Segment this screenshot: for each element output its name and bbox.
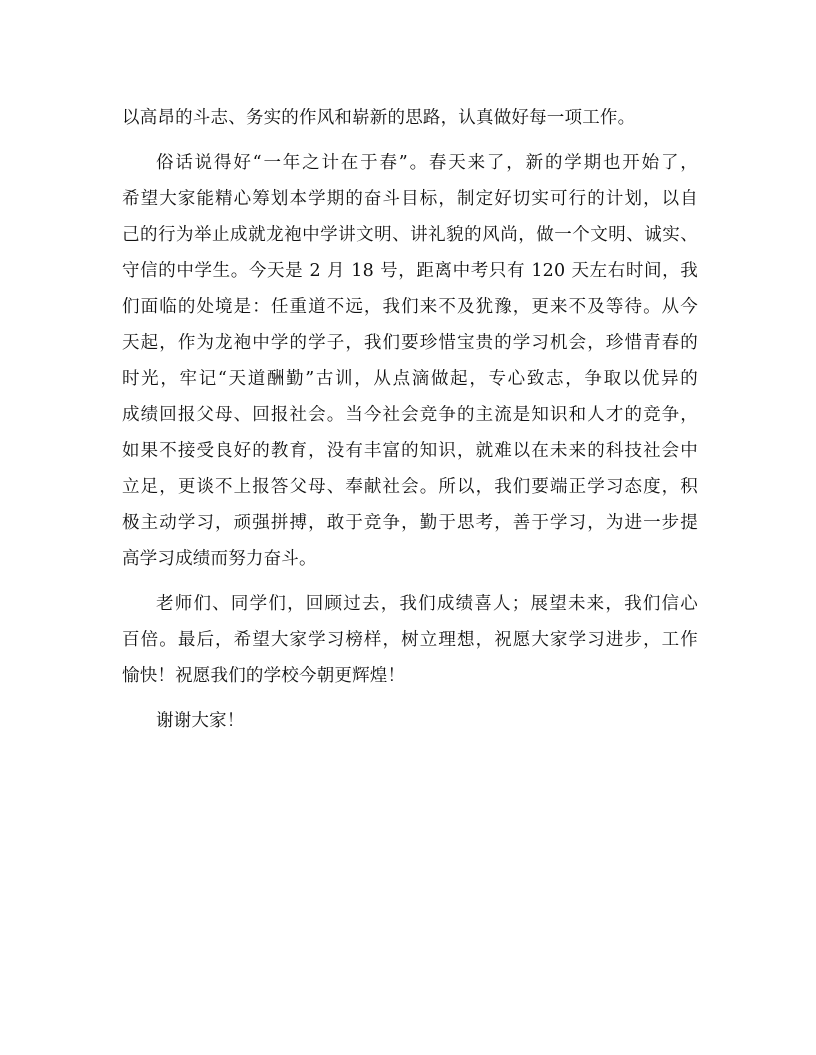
text-line: 愉快！祝愿我们的学校今朝更辉煌！ [122, 666, 406, 686]
text-line: 立足，更谈不上报答父母、奉献社会。所以，我们要端正学习态度，积 [122, 477, 698, 497]
paragraph [122, 100, 698, 136]
text-line: 希望大家能精心筹划本学期的奋斗目标，制定好切实可行的计划，以自 [122, 189, 698, 209]
document-body [122, 100, 698, 739]
paragraph [122, 586, 698, 694]
text-line: 俗话说得好“一年之计在于春”。春天来了，新的学期也开始了， [156, 153, 698, 173]
text-line: 天起，作为龙袍中学的学子，我们要珍惜宝贵的学习机会，珍惜青春的 [122, 333, 698, 353]
text-line: 成绩回报父母、回报社会。当今社会竞争的主流是知识和人才的竞争， [122, 405, 698, 425]
text-line: 高学习成绩而努力奋斗。 [122, 549, 317, 569]
paragraph [122, 145, 698, 577]
text-line: 百倍。最后，希望大家学习榜样，树立理想，祝愿大家学习进步，工作 [122, 630, 698, 650]
text-line: 己的行为举止成就龙袍中学讲文明、讲礼貌的风尚，做一个文明、诚实、 [122, 225, 698, 245]
text-line: 极主动学习，顽强拼搏，敢于竞争，勤于思考，善于学习，为进一步提 [122, 513, 698, 533]
text-line: 老师们、同学们，回顾过去，我们成绩喜人；展望未来，我们信心 [156, 594, 698, 614]
text-line: 谢谢大家！ [156, 711, 245, 731]
text-line: 们面临的处境是：任重道不远，我们来不及犹豫，更来不及等待。从今 [122, 297, 698, 317]
paragraph [122, 703, 698, 739]
text-line: 守信的中学生。今天是 2 月 18 号，距离中考只有 120 天左右时间，我 [122, 261, 698, 281]
text-line: 时光，牢记“天道酬勤”古训，从点滴做起，专心致志，争取以优异的 [122, 369, 698, 389]
text-line: 以高昂的斗志、务实的作风和崭新的思路，认真做好每一项工作。 [122, 108, 636, 128]
text-line: 如果不接受良好的教育，没有丰富的知识，就难以在未来的科技社会中 [122, 441, 698, 461]
